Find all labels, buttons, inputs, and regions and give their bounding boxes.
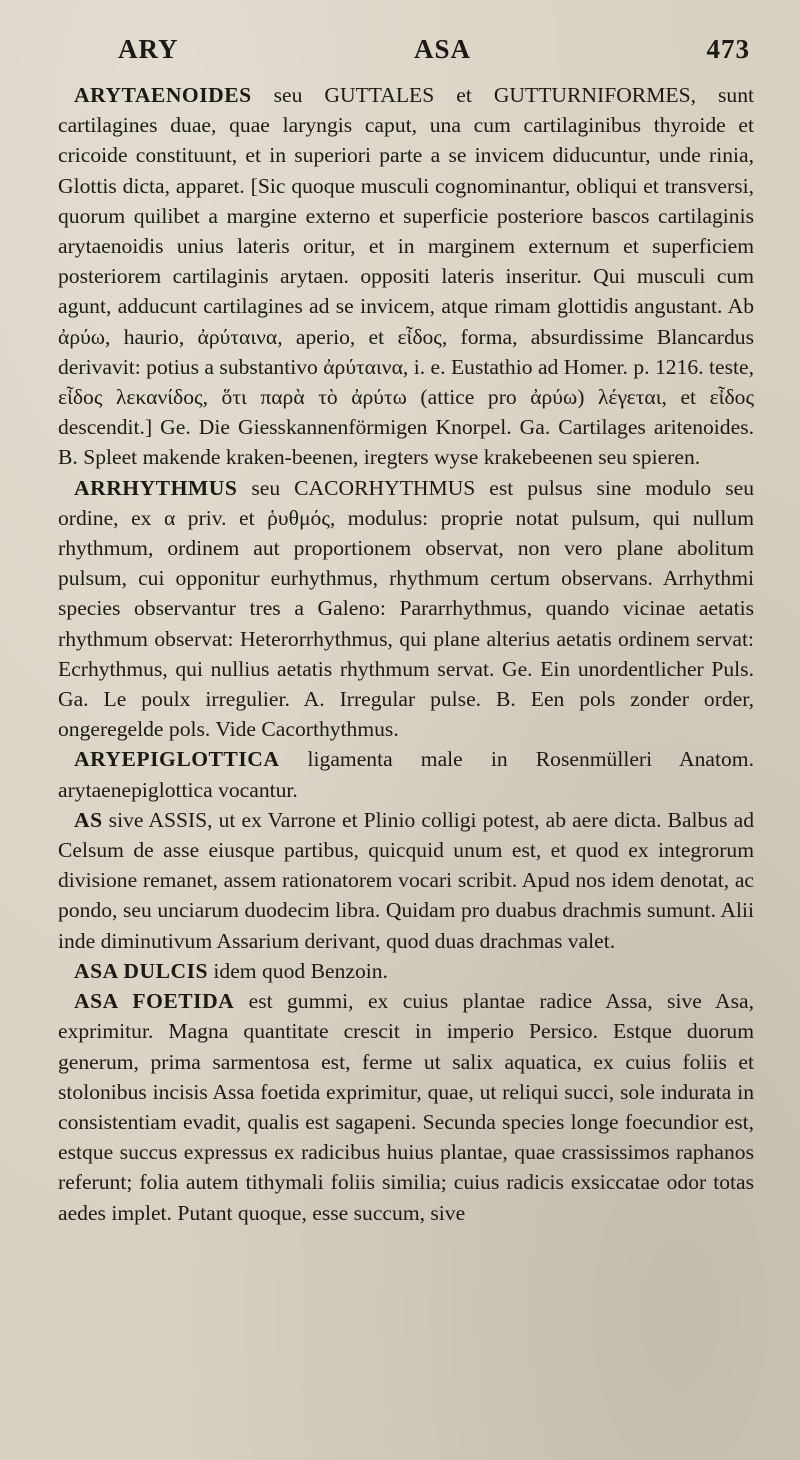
entry-arrhythmus: [58, 473, 758, 745]
headword: AS: [74, 807, 103, 832]
entry-aryepiglottica: [58, 744, 758, 804]
entry-text: seu GUTTALES et GUTTURNIFORMES, sunt cartilagines duae, quae laryngis caput, una cum cartilaginibus thyroide et cricoide constituunt, et in superiori parte a se invicem diducuntur, unde rinia, Glottis dicta, apparet. [Sic quoque musculi cognominantur, obliqui et transversi, quorum quilibet a margine externo et superficie posteriore bascos cartilaginis arytaenoidis unius lateris oritur, et in marginem externum et superficiem posteriorem cartilaginis arytaen. oppositi lateris inseritur. Qui musculi cum agunt, adducunt cartilagines ad se invicem, atque rimam glottidis angustant. Ab ἀρύω, haurio, ἀρύταινα, aperio, et εἶδος, forma, absurdissime Blancardus derivavit: potius a substantivo ἀρύταινα, i. e. Eustathio ad Homer. p. 1216. teste, εἶδος λεκανίδος, ὅτι παρὰ τὸ ἀρύτω (attice pro ἀρύω) λέγεται, et εἶδος descendit.] Ge. Die Giesskannenförmigen Knorpel. Ga. Cartilages aritenoides. B. Spleet makende kraken-beenen, iregters wyse krakebeenen seu spieren.: [58, 83, 754, 470]
entry-arytaenoides: [58, 80, 758, 473]
headword: ASA DULCIS: [74, 958, 209, 983]
entry-text: est gummi, ex cuius plantae radice Assa, sive Asa, exprimitur. Magna quantitate crescit in imperio Persico. Estque duorum generum, prima sarmentosa est, ferme ut salix aquatica, ex cuius foliis et stolonibus incisis Assa foetida exprimitur, quae, ut reliqui succi, sole indurata in consistentiam evadit, qualis est sagapeni. Secunda species longe foecundior est, estque succus expressus ex radicibus huius plantae, quae crassissimos raphanos referunt; folia autem tithymali foliis similia; cuius radicis exsiccatae odor totas aedes implet. Putant quoque, esse succum, sive: [58, 989, 754, 1225]
headword: ARYEPIGLOTTICA: [74, 747, 280, 772]
entry-text: idem quod Benzoin.: [208, 958, 388, 983]
entry-text: seu CACORHYTHMUS est pulsus sine modulo seu ordine, ex α priv. et ῥυθμός, modulus: proprie notat pulsum, qui nullum rhythmum, ordinem aut proportionem observat, non vero plane abolitum pulsum, cui opponitur eurhythmus, rhythmum certum observans. Arrhythmi species observantur tres a Galeno: Pararrhythmus, quando vicinae aetatis rhythmum observat: Heterorrhythmus, qui plane alterius aetatis ordinem servat: Ecrhythmus, qui nullius aetatis rhythmum servat. Ge. Ein unordentlicher Puls. Ga. Le poulx irregulier. A. Irregular pulse. B. Een pols zonder order, ongeregelde pols. Vide Cacorthythmus.: [58, 475, 754, 742]
headword: ARYTAENOIDES: [74, 83, 252, 107]
entry-as: [58, 805, 758, 956]
page-number: 473: [706, 34, 750, 64]
headword: ASA FOETIDA: [74, 989, 235, 1014]
entry-text: sive ASSIS, ut ex Varrone et Plinio colligi potest, ab aere dicta. Balbus ad Celsum de asse eiusque partibus, quicquid unum est, et quod ex integrorum divisione remanet, assem rationatorem vocari scribit. Apud nos idem denotat, ac pondo, seu unciarum duodecim libra. Quidam pro duabus drachmis sumunt. Alii inde diminutivum Assarium derivant, quod duas drachmas valet.: [58, 807, 754, 953]
dictionary-body: [58, 80, 758, 1228]
entry-asa-dulcis: [58, 956, 758, 986]
header-left-guide-word: ARY: [118, 34, 179, 64]
entry-text: ligamenta male in Rosenmülleri Anatom. arytaenepiglottica vocantur.: [58, 747, 754, 802]
dictionary-page: [58, 34, 758, 1434]
running-head: [58, 34, 758, 74]
header-center-guide-word: ASA: [414, 34, 472, 64]
headword: ARRHYTHMUS: [74, 475, 238, 500]
entry-asa-foetida: [58, 986, 758, 1228]
